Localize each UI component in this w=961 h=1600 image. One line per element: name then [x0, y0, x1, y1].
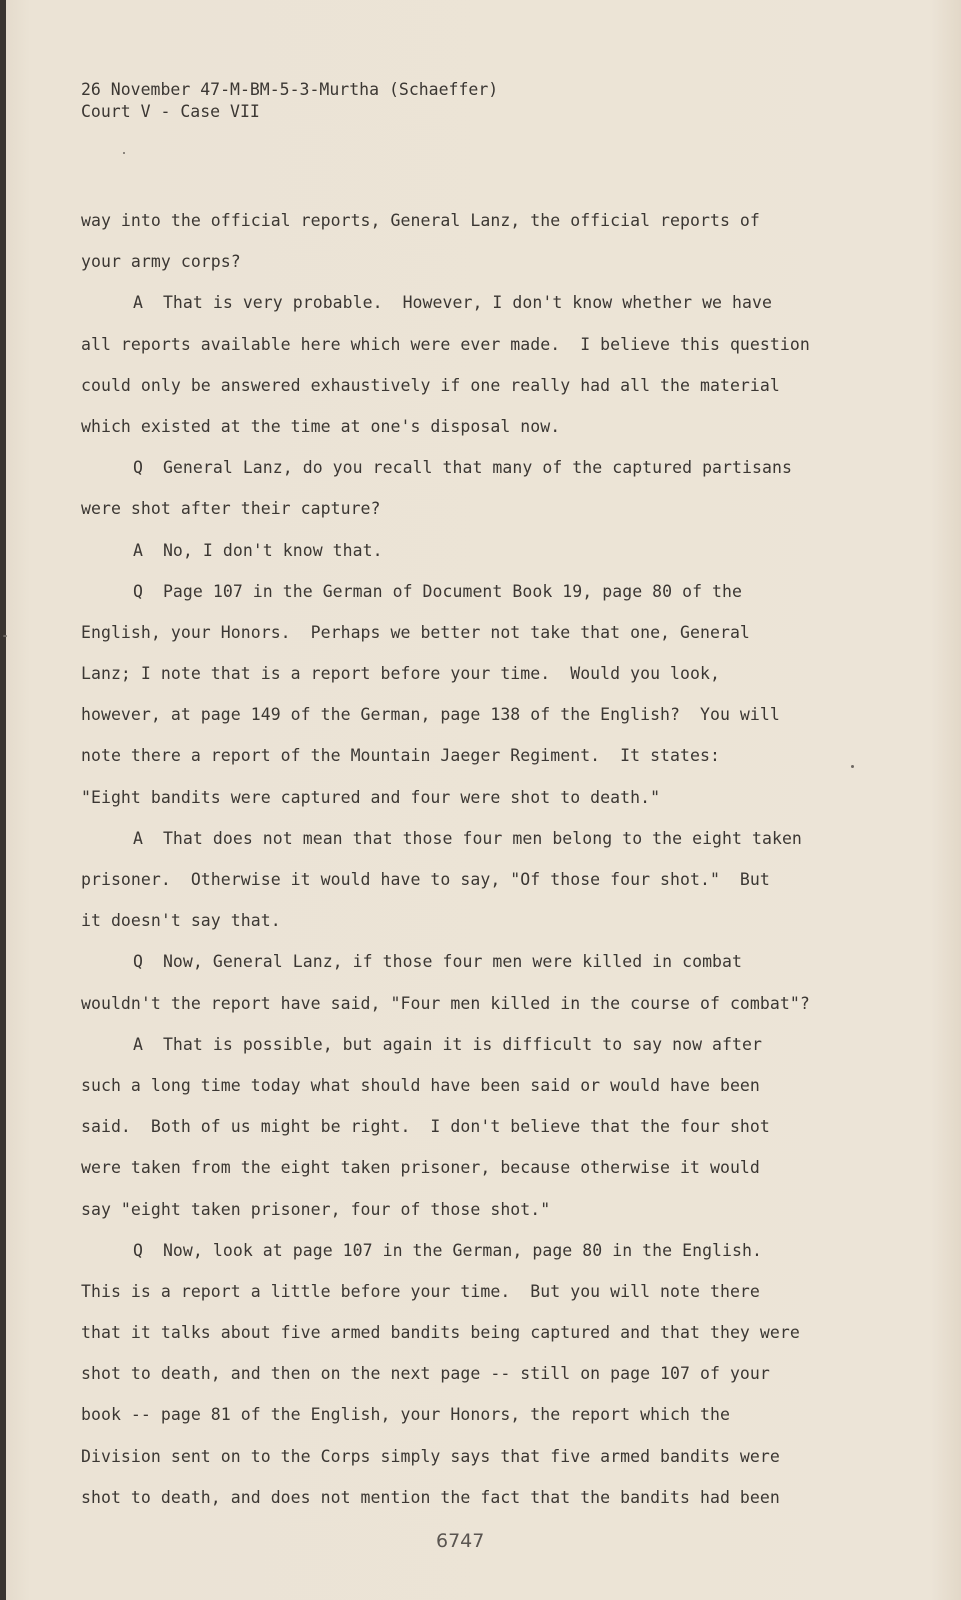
transcript-body	[81, 200, 941, 1518]
page-left-edge	[0, 0, 6, 1600]
transcript-line: said. Both of us might be right. I don't believe that the four shot	[81, 1117, 770, 1137]
transcript-line: your army corps?	[81, 252, 241, 272]
transcript-line: were shot after their capture?	[81, 499, 381, 519]
transcript-line: A That is very probable. However, I don't know whether we have	[133, 293, 772, 313]
transcript-line: wouldn't the report have said, "Four men killed in the course of combat"?	[81, 993, 810, 1013]
transcript-line: Q Page 107 in the German of Document Book 19, page 80 of the	[133, 581, 743, 601]
transcript-line: say "eight taken prisoner, four of those shot."	[81, 1199, 551, 1219]
header-line-1: 26 November 47-M-BM-5-3-Murtha (Schaeffer)	[81, 80, 499, 99]
transcript-line: note there a report of the Mountain Jaeger Regiment. It states:	[81, 746, 720, 766]
transcript-line: were taken from the eight taken prisoner, because otherwise it would	[81, 1158, 760, 1178]
transcript-line: however, at page 149 of the German, page 138 of the English? You will	[81, 705, 780, 725]
transcript-line: all reports available here which were ever made. I believe this question	[81, 334, 810, 354]
transcript-line: Q General Lanz, do you recall that many of the captured partisans	[133, 458, 792, 478]
transcript-line: This is a report a little before your time. But you will note there	[81, 1281, 760, 1301]
transcript-line: A That does not mean that those four men belong to the eight taken	[133, 828, 802, 848]
transcript-line: could only be answered exhaustively if one really had all the material	[81, 375, 780, 395]
transcript-line: Q Now, General Lanz, if those four men were killed in combat	[133, 952, 743, 972]
paper-speck	[123, 152, 125, 154]
transcript-line: "Eight bandits were captured and four were shot to death."	[81, 787, 661, 807]
transcript-line: that it talks about five armed bandits being captured and that they were	[81, 1323, 800, 1343]
transcript-line: shot to death, and does not mention the fact that the bandits had been	[81, 1487, 780, 1507]
transcript-line: such a long time today what should have been said or would have been	[81, 1075, 760, 1095]
page-number: 6747	[436, 1530, 485, 1552]
transcript-line: A No, I don't know that.	[133, 540, 383, 560]
document-header	[81, 79, 498, 123]
transcript-line: Q Now, look at page 107 in the German, page 80 in the English.	[133, 1240, 762, 1260]
paper-speck	[851, 765, 854, 768]
transcript-line: prisoner. Otherwise it would have to say, "Of those four shot." But	[81, 870, 770, 889]
transcript-line: Lanz; I note that is a report before your time. Would you look,	[81, 664, 720, 684]
header-line-2: Court V - Case VII	[81, 102, 260, 121]
transcript-line: English, your Honors. Perhaps we better not take that one, General	[81, 622, 750, 642]
transcript-line: book -- page 81 of the English, your Honors, the report which the	[81, 1405, 730, 1425]
transcript-line: shot to death, and then on the next page -- still on page 107 of your	[81, 1364, 770, 1384]
transcript-line: A That is possible, but again it is difficult to say now after	[133, 1034, 762, 1054]
transcript-line: which existed at the time at one's disposal now.	[81, 416, 561, 436]
paper-speck	[3, 635, 7, 637]
transcript-line: Division sent on to the Corps simply says that five armed bandits were	[81, 1446, 780, 1466]
transcript-line: way into the official reports, General Lanz, the official reports of	[81, 211, 760, 230]
transcript-line: it doesn't say that.	[81, 911, 281, 931]
